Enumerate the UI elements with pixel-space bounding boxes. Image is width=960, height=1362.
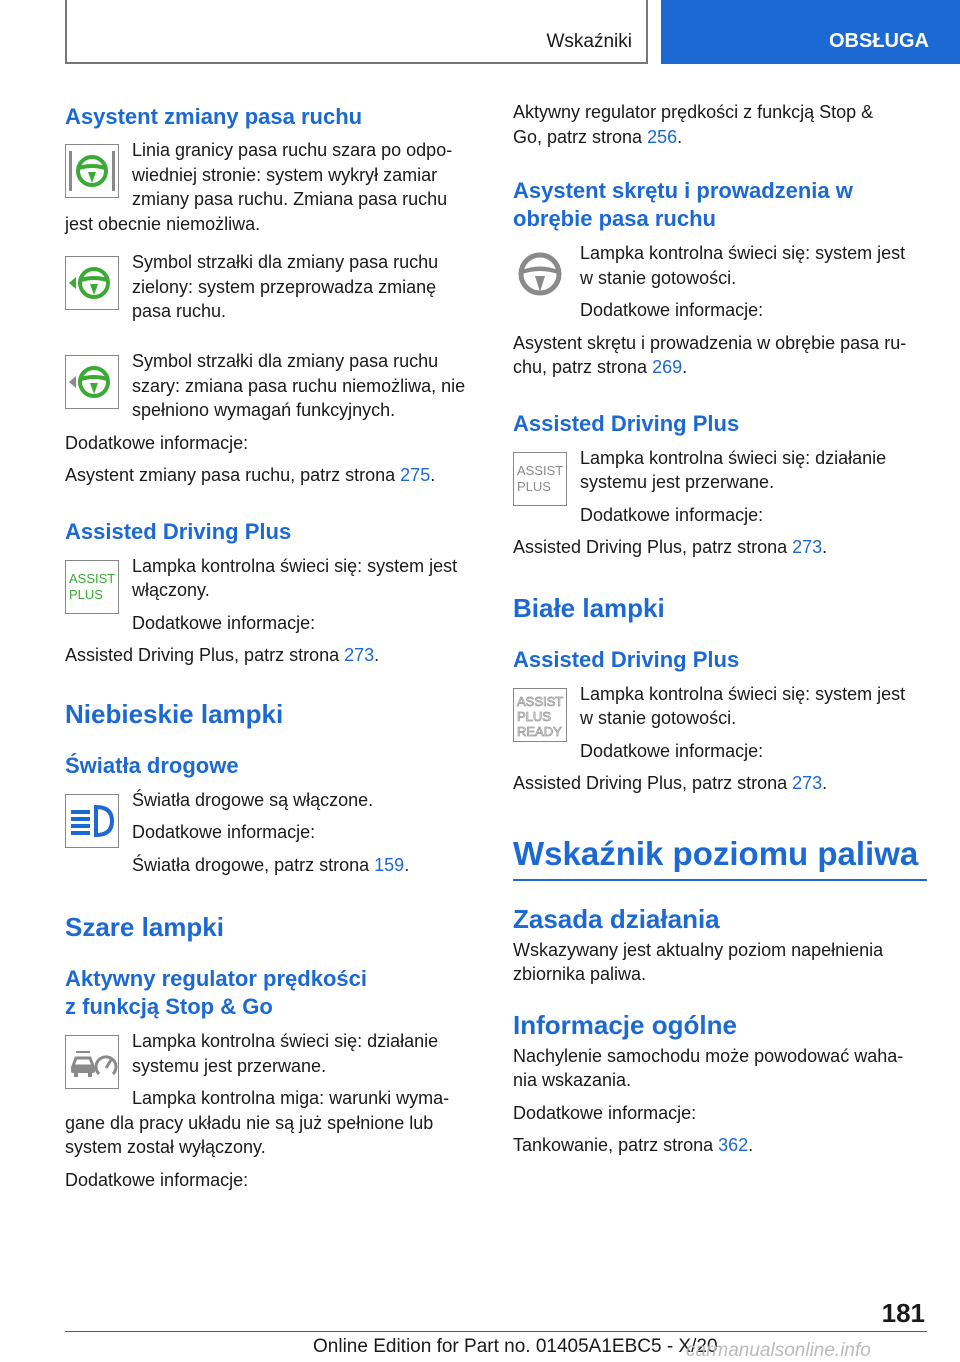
steering-wheel-grey-icon (513, 247, 567, 301)
plus-ready-icon-text: PLUS (517, 708, 551, 724)
chapter-title: Wskaźniki (546, 31, 632, 52)
lane-green-text-2: zielony: system przeprowadza zmianę (132, 276, 437, 297)
assist-plus-green-icon (65, 560, 119, 614)
acc-blink-text-3: system został wyłączony. (65, 1137, 266, 1157)
lane-change-heading: Asystent zmiany pasa ruchu (65, 104, 363, 129)
high-beam-ref-line: Światła drogowe, patrz strona 159. (132, 854, 410, 875)
adp-text-1: Lampka kontrolna świeci się: system jest (132, 555, 458, 576)
cruise-control-grey-icon (65, 1035, 119, 1089)
page-number: 181 (881, 1298, 925, 1328)
general-more: Dodatkowe informacje: (513, 1102, 697, 1123)
acc-ref-line-2: Go, patrz strona 256. (513, 126, 683, 147)
high-beam-ref-link[interactable]: 159 (374, 854, 405, 875)
general-text-2: nia wskazania. (513, 1070, 632, 1090)
lane-ref-text: Asystent zmiany pasa ruchu, patrz strona (65, 465, 396, 485)
acc-heading-2: z funkcją Stop & Go (65, 994, 273, 1019)
acc-blink-text-2: gane dla pracy układu nie są już spełnione lub (65, 1112, 434, 1133)
adp-white-entry (513, 682, 927, 764)
blue-lights-heading: Niebieskie lampki (65, 698, 284, 729)
steer-ref-text-1: Asystent skrętu i prowadzenia w obrębie pasa ru- (513, 332, 907, 353)
lane-arrow-grey-entry (65, 349, 479, 423)
lane-green-text-1: Symbol strzałki dla zmiany pasa ruchu (132, 252, 439, 272)
high-beam-more: Dodatkowe informacje: (132, 822, 316, 842)
adp-entry (65, 554, 479, 636)
general-heading: Informacje ogólne (513, 1009, 737, 1040)
lane-grey-text-3: zmiany pasa ruchu. Zmiana pasa ruchu (132, 189, 448, 209)
section-tab (661, 0, 960, 64)
acc-text-1: Lampka kontrolna świeci się: działanie (132, 1031, 439, 1051)
refuel-ref-link[interactable]: 362 (718, 1135, 749, 1155)
adp-text-2: włączony. (132, 580, 210, 600)
adp-white-text-1: Lampka kontrolna świeci się: system jest (580, 683, 906, 704)
adp-grey-heading: Assisted Driving Plus (513, 410, 740, 436)
adp-grey-entry (513, 446, 927, 528)
lane-ref-link[interactable]: 275 (400, 465, 431, 485)
header-chapter-box (65, 0, 648, 64)
acc-heading-1: Aktywny regulator prędkości (65, 966, 367, 991)
adp-white-text-2: w stanie gotowości. (580, 708, 737, 728)
left-column (65, 100, 479, 1192)
grey-lights-heading: Szare lampki (65, 912, 224, 942)
assist-ready-icon-text: ASSIST (517, 693, 564, 709)
adp-white-ref-line: Assisted Driving Plus, patrz strona 273. (513, 773, 828, 793)
assist-icon-text: ASSIST (69, 570, 116, 586)
steer-more: Dodatkowe informacje: (580, 300, 764, 320)
adp-white-ref-text: Assisted Driving Plus, patrz strona (513, 773, 788, 793)
steer-ref-text-2: chu, patrz strona (513, 357, 648, 377)
right-column (513, 100, 927, 1158)
adp-white-more: Dodatkowe informacje: (580, 740, 764, 761)
steer-heading-1: Asystent skrętu i prowadzenia w (513, 178, 853, 203)
acc-ref-text-2: Go, patrz strona (513, 126, 643, 147)
assist-grey-icon-text: ASSIST (517, 462, 564, 478)
steer-text-1: Lampka kontrolna świeci się: system jest (580, 243, 906, 263)
high-beam-entry (65, 788, 479, 878)
principle-text-2: zbiornika paliwa. (513, 964, 647, 984)
lane-grey-text-1: Linia granicy pasa ruchu szara po odpo- (132, 140, 453, 160)
steer-ref-line-2: chu, patrz strona 269. (513, 357, 688, 377)
adp-white-ref-link[interactable]: 273 (792, 773, 823, 793)
adp-grey-ref-link[interactable]: 273 (792, 537, 823, 557)
lane-assist-grey-lines-icon (65, 144, 119, 198)
watermark: carmanualsonline.info (686, 1340, 871, 1361)
white-lights-heading: Białe lampki (513, 592, 665, 623)
lane-green-entry (65, 250, 479, 344)
adp-heading: Assisted Driving Plus (65, 518, 292, 544)
assist-plus-ready-icon (513, 688, 567, 742)
lane-arrow-grey-text-3: spełniono wymagań funkcyjnych. (132, 400, 396, 420)
lane-change-green-arrow-icon (65, 256, 119, 310)
acc-text-2: systemu jest przerwane. (132, 1055, 327, 1076)
fuel-gauge-heading: Wskaźnik poziomu paliwa (513, 834, 927, 881)
high-beam-heading: Światła drogowe (65, 752, 239, 778)
lane-green-text-3: pasa ruchu. (132, 301, 227, 321)
steer-ref-link[interactable]: 269 (652, 357, 683, 377)
acc-entry (65, 1029, 479, 1160)
lane-change-grey-arrow-icon (65, 355, 119, 409)
adp-grey-ref-line: Assisted Driving Plus, patrz strona 273. (513, 537, 828, 557)
high-beam-text: Światła drogowe są włączone. (132, 789, 374, 810)
high-beam-icon (65, 794, 119, 848)
adp-ref-text: Assisted Driving Plus, patrz strona (65, 645, 340, 665)
steer-entry (513, 241, 927, 323)
adp-ref-link[interactable]: 273 (344, 645, 375, 665)
general-text-1: Nachylenie samochodu może powodować waha- (513, 1045, 904, 1066)
plus-grey-icon-text: PLUS (517, 478, 551, 494)
footer-rule (65, 1331, 927, 1332)
lane-arrow-grey-text-1: Symbol strzałki dla zmiany pasa ruchu (132, 351, 439, 371)
adp-grey-ref-text: Assisted Driving Plus, patrz strona (513, 537, 788, 557)
lane-arrow-grey-text-2: szary: zmiana pasa ruchu niemożliwa, nie (132, 375, 466, 396)
acc-blink-text-1: Lampka kontrolna miga: warunki wyma- (132, 1088, 450, 1108)
high-beam-ref-text: Światła drogowe, patrz strona (132, 854, 370, 875)
ready-icon-text: READY (517, 723, 562, 739)
lane-ref-line: Asystent zmiany pasa ruchu, patrz strona 275. (65, 465, 436, 485)
acc-more: Dodatkowe informacje: (65, 1169, 249, 1190)
lane-grey-entry (65, 138, 479, 236)
acc-ref-link[interactable]: 256 (647, 126, 678, 147)
adp-grey-text-1: Lampka kontrolna świeci się: działanie (580, 447, 887, 468)
lane-grey-text-4: jest obecnie niemożliwa. (65, 213, 261, 234)
acc-ref-text-1: Aktywny regulator prędkości z funkcją Stop & (513, 102, 874, 122)
refuel-ref-line: Tankowanie, patrz strona 362. (513, 1135, 754, 1155)
adp-grey-text-2: systemu jest przerwane. (580, 472, 775, 492)
steer-heading-2: obrębie pasa ruchu (513, 206, 716, 231)
assist-plus-grey-icon (513, 452, 567, 506)
adp-white-heading: Assisted Driving Plus (513, 646, 740, 672)
principle-heading: Zasada działania (513, 903, 720, 934)
more-info-label: Dodatkowe informacje: (65, 432, 249, 453)
lane-grey-text-2: wiedniej stronie: system wykrył zamiar (132, 164, 438, 185)
adp-more: Dodatkowe informacje: (132, 612, 316, 633)
adp-grey-more: Dodatkowe informacje: (580, 504, 764, 525)
section-title: OBSŁUGA (829, 30, 929, 52)
adp-ref-line: Assisted Driving Plus, patrz strona 273. (65, 645, 380, 665)
edition-text: Online Edition for Part no. 01405A1EBC5 - X/20 (313, 1336, 718, 1357)
refuel-ref-text: Tankowanie, patrz strona (513, 1135, 714, 1155)
steer-text-2: w stanie gotowości. (580, 267, 737, 288)
principle-text-1: Wskazywany jest aktualny poziom napełnienia (513, 939, 884, 960)
plus-icon-text: PLUS (69, 586, 103, 602)
